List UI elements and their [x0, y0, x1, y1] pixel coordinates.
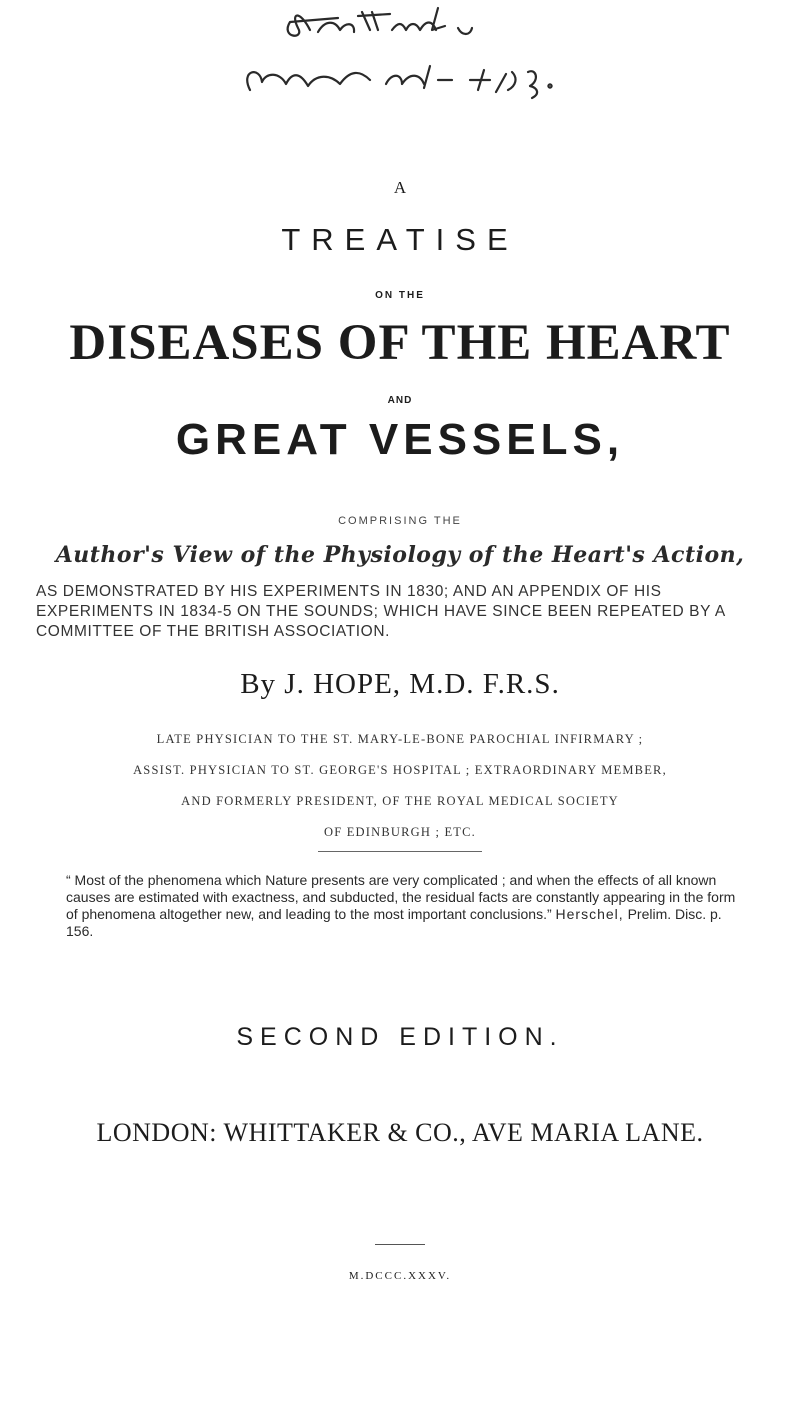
edition-label: SECOND EDITION. — [236, 1023, 564, 1051]
and-label: AND — [387, 395, 413, 406]
divider — [318, 851, 482, 852]
credentials-line: OF EDINBURGH ; ETC. — [324, 825, 476, 839]
demonstration-paragraph: AS DEMONSTRATED BY HIS EXPERIMENTS IN 1830; AND AN APPENDIX OF HIS EXPERIMENTS IN 1834-5 ON THE SOUNDS; WHICH HAVE SINCE BEEN REPEATED BY A COMMITTEE OF THE BRITISH ASSOCIATION. — [36, 583, 725, 640]
divider — [375, 1244, 425, 1245]
publication-date: M.DCCC.XXXV. — [348, 1270, 452, 1282]
main-title: DISEASES OF THE HEART — [69, 315, 731, 371]
author-initial: J. — [284, 668, 305, 700]
handwritten-inscription — [140, 0, 660, 100]
handwritten-inscription-drawing — [140, 0, 660, 100]
gothic-subtitle: Author's View of the Physiology of the Heart's Action, — [55, 542, 745, 568]
on-the-label: ON THE — [375, 290, 425, 301]
epigraph-text: “ Most of the phenomena which Nature presents are very complicated ; and when the effects of all known causes are estimated with exactness, and subducted, the residual facts are constantly appearing in the form of phenomena altogether new, and leading to the most important conclusions.” — [66, 872, 736, 922]
credentials-line: ASSIST. PHYSICIAN TO ST. GEORGE'S HOSPITAL ; EXTRAORDINARY MEMBER, — [133, 763, 667, 777]
epigraph-author: Herschel, — [555, 906, 624, 922]
publisher-imprint: LONDON: WHITTAKER & CO., AVE MARIA LANE. — [96, 1118, 704, 1147]
title-treatise: TREATISE — [281, 222, 519, 257]
epigraph — [66, 872, 746, 940]
author-credentials — [40, 724, 760, 848]
credentials-line: LATE PHYSICIAN TO THE ST. MARY-LE-BONE PAROCHIAL INFIRMARY ; — [156, 732, 644, 746]
by-label: By — [240, 668, 277, 700]
author-name: HOPE, M.D. F.R.S. — [313, 668, 560, 700]
article-a: A — [393, 178, 407, 197]
comprising-label: COMPRISING THE — [338, 515, 462, 527]
sub-title: GREAT VESSELS, — [175, 415, 625, 464]
author-byline — [0, 668, 800, 701]
credentials-line: AND FORMERLY PRESIDENT, OF THE ROYAL MEDICAL SOCIETY — [181, 794, 619, 808]
epigraph-source: Prelim. Disc. p. 156. — [66, 906, 722, 939]
